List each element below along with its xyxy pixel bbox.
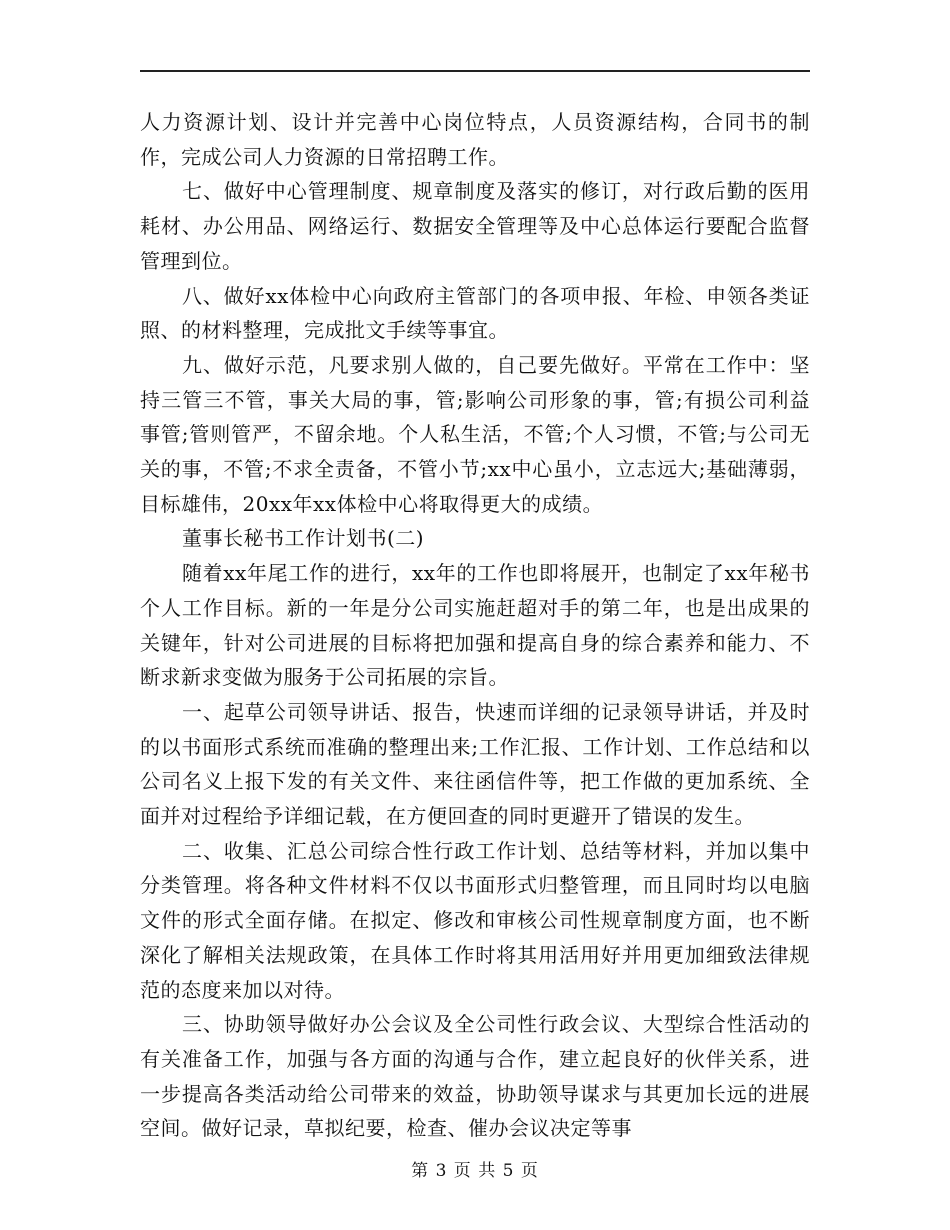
paragraph: 人力资源计划、设计并完善中心岗位特点，人员资源结构，合同书的制作，完成公司人力资源的日常招聘工作。 bbox=[140, 110, 810, 169]
document-body bbox=[140, 105, 810, 1146]
paragraph: 八、做好xx体检中心向政府主管部门的各项申报、年检、申领各类证照、的材料整理，完成批文手续等事宜。 bbox=[140, 283, 810, 343]
header-rule bbox=[140, 70, 810, 72]
paragraph: 九、做好示范，凡要求别人做的，自己要先做好。平常在工作中：坚持三管三不管，事关大局的事，管;影响公司形象的事，管;有损公司利益事管;管则管严，不留余地。个人私生活，不管;个人习惯，不管;与公司无关的事，不管;不求全责备，不管小节;xx中心虽小，立志远大;基础薄弱，目标雄伟，20xx年xx体检中心将取得更大的成绩。 bbox=[140, 352, 810, 516]
page-number-footer: 第 3 页 共 5 页 bbox=[411, 1161, 539, 1181]
paragraph: 一、起草公司领导讲话、报告，快速而详细的记录领导讲话，并及时的以书面形式系统而准确的整理出来;工作汇报、工作计划、工作总结和以公司名义上报下发的有关文件、来往函信件等，把工作做的更加系统、全面并对过程给予详细记载，在方便回查的同时更避开了错误的发生。 bbox=[140, 699, 810, 829]
paragraph: 随着xx年尾工作的进行，xx年的工作也即将展开，也制定了xx年秘书个人工作目标。新的一年是分公司实施赶超对手的第二年，也是出成果的关键年，针对公司进展的目标将把加强和提高自身的综合素养和能力、不断求新求变做为服务于公司拓展的宗旨。 bbox=[140, 561, 810, 690]
paragraph: 二、收集、汇总公司综合性行政工作计划、总结等材料，并加以集中分类管理。将各种文件材料不仅以书面形式归整管理，而且同时均以电脑文件的形式全面存储。在拟定、修改和审核公司性规章制度方面，也不断深化了解相关法规政策，在具体工作时将其用活用好并用更加细致法律规范的态度来加以对待。 bbox=[140, 838, 810, 1002]
paragraph: 三、协助领导做好办公会议及全公司性行政会议、大型综合性活动的有关准备工作，加强与各方面的沟通与合作，建立起良好的伙伴关系，进一步提高各类活动给公司带来的效益，协助领导谋求与其更加长远的进展空间。做好记录，草拟纪要，检查、催办会议决定等事 bbox=[140, 1012, 810, 1141]
section-heading: 董事长秘书工作计划书(二) bbox=[182, 526, 425, 551]
paragraph: 七、做好中心管理制度、规章制度及落实的修订，对行政后勤的医用耗材、办公用品、网络运行、数据安全管理等及中心总体运行要配合监督管理到位。 bbox=[140, 179, 810, 273]
